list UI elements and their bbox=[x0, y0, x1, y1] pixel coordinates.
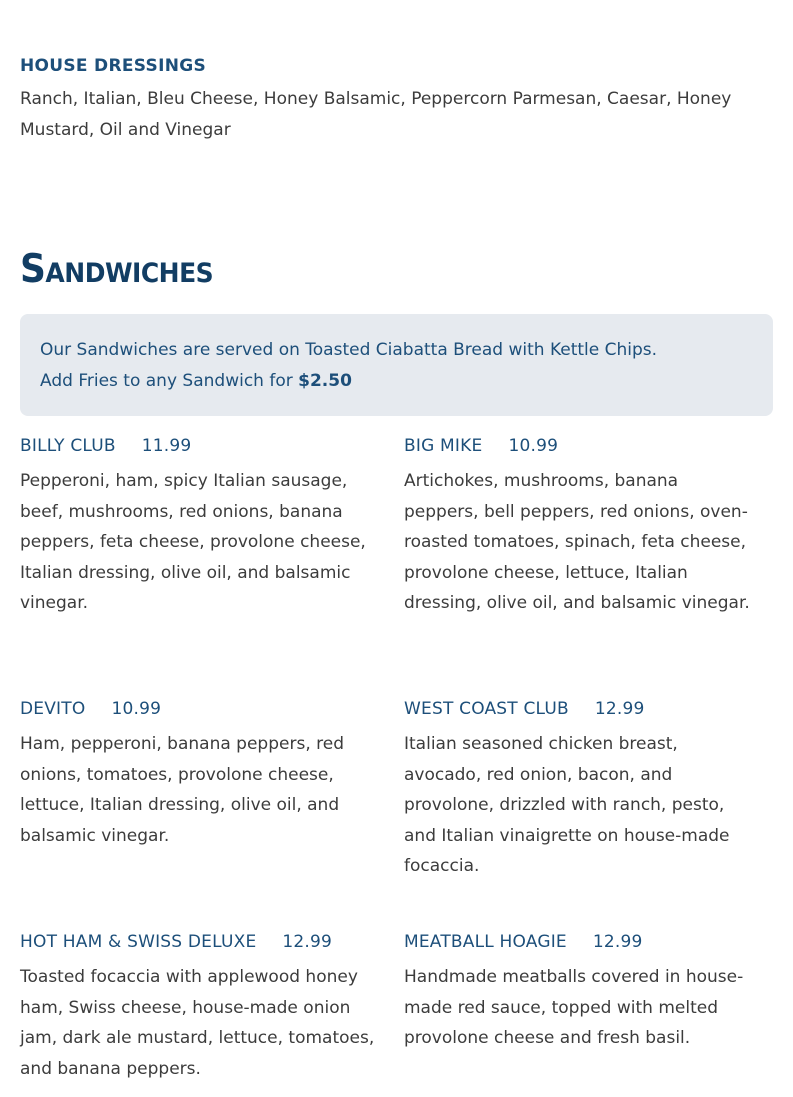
menu-item-header bbox=[20, 434, 375, 458]
menu-item bbox=[20, 697, 375, 851]
menu-item-name: DEVITO bbox=[20, 699, 86, 719]
notice-fries-price: $2.50 bbox=[298, 371, 352, 391]
notice-fries-text: Add Fries to any Sandwich for bbox=[40, 371, 293, 391]
menu-item bbox=[20, 930, 375, 1084]
house-dressings-title: HOUSE DRESSINGS bbox=[20, 56, 207, 76]
menu-item-description: Toasted focaccia with applewood honey ham, Swiss cheese, house-made onion jam, dark ale mustard, lettuce, tomatoes, and banana peppers. bbox=[20, 967, 375, 1079]
menu-item-header bbox=[20, 930, 375, 954]
menu-item-header bbox=[404, 697, 754, 721]
menu-item-header bbox=[20, 697, 375, 721]
section-title-sandwiches: Sandwiches bbox=[20, 247, 214, 292]
menu-item-header bbox=[404, 434, 754, 458]
menu-item bbox=[404, 434, 754, 619]
menu-item bbox=[404, 697, 754, 882]
menu-item-description: Handmade meatballs covered in house-made red sauce, topped with melted provolone cheese and fresh basil. bbox=[404, 967, 744, 1049]
menu-item-header bbox=[404, 930, 754, 954]
menu-item-description: Pepperoni, ham, spicy Italian sausage, beef, mushrooms, red onions, banana peppers, feta cheese, provolone cheese, Italian dressing, olive oil, and balsamic vinegar. bbox=[20, 471, 366, 614]
menu-item-name: BIG MIKE bbox=[404, 436, 483, 456]
notice-line-1: Our Sandwiches are served on Toasted Ciabatta Bread with Kettle Chips. bbox=[40, 340, 658, 360]
menu-item-name: BILLY CLUB bbox=[20, 436, 116, 456]
menu-item-name: WEST COAST CLUB bbox=[404, 699, 569, 719]
menu-item-price: 12.99 bbox=[592, 932, 643, 952]
notice-line-2 bbox=[40, 366, 753, 397]
menu-item bbox=[404, 930, 754, 1054]
menu-item-price: 10.99 bbox=[111, 699, 162, 719]
menu-item-description: Italian seasoned chicken breast, avocado, red onion, bacon, and provolone, drizzled with ranch, pesto, and Italian vinaigrette on house-made focaccia. bbox=[404, 734, 730, 877]
house-dressings-block bbox=[20, 54, 760, 146]
menu-item-price: 12.99 bbox=[282, 932, 333, 952]
menu-item-description: Artichokes, mushrooms, banana peppers, bell peppers, red onions, oven-roasted tomatoes, spinach, feta cheese, provolone cheese, lettuce, Italian dressing, olive oil, and balsamic vinegar. bbox=[404, 471, 750, 614]
sandwich-notice-box bbox=[20, 314, 773, 416]
house-dressings-list: Ranch, Italian, Bleu Cheese, Honey Balsamic, Peppercorn Parmesan, Caesar, Honey Mustard, Oil and Vinegar bbox=[20, 89, 732, 140]
menu-item bbox=[20, 434, 375, 619]
menu-item-description: Ham, pepperoni, banana peppers, red onions, tomatoes, provolone cheese, lettuce, Italian dressing, olive oil, and balsamic vinegar. bbox=[20, 734, 344, 846]
menu-item-price: 10.99 bbox=[508, 436, 559, 456]
menu-item-name: MEATBALL HOAGIE bbox=[404, 932, 567, 952]
menu-item-price: 12.99 bbox=[594, 699, 645, 719]
menu-item-name: HOT HAM & SWISS DELUXE bbox=[20, 932, 257, 952]
menu-item-price: 11.99 bbox=[141, 436, 192, 456]
